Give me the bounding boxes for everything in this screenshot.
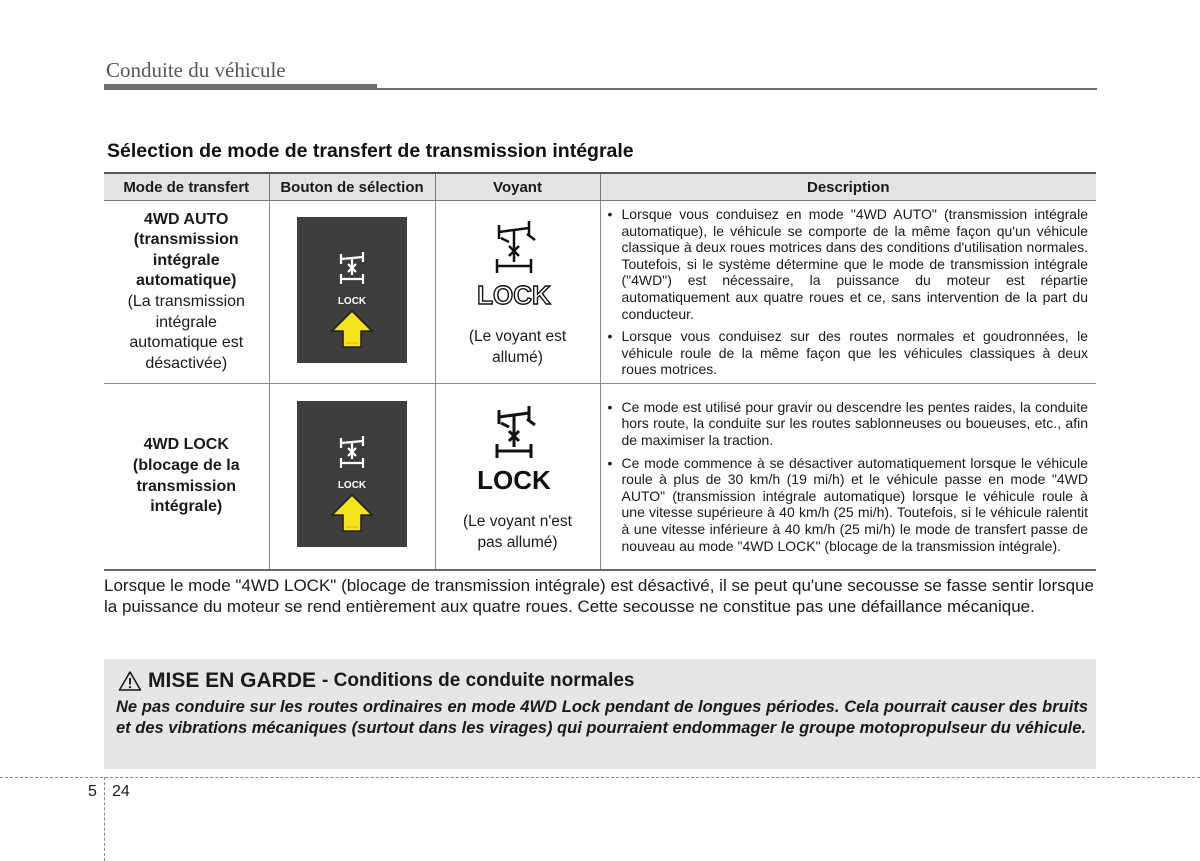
column-header-button: Bouton de sélection: [269, 173, 435, 201]
section-title: Sélection de mode de transfert de transmission intégrale: [107, 140, 634, 162]
table-header-row: [104, 173, 1096, 201]
mode-name: 4WD LOCK (blocage de la transmission intégrale): [132, 436, 240, 516]
4wd-drivetrain-icon: [341, 436, 363, 468]
header-rule: [104, 84, 377, 90]
arrow-up-icon: [332, 495, 372, 531]
footer-divider: [0, 777, 1200, 778]
mode-cell: [104, 384, 269, 571]
mode-cell: [104, 201, 269, 384]
page-number: 24: [112, 783, 130, 800]
4wd-lock-indicator-icon: [463, 216, 573, 326]
button-cell: [269, 384, 435, 571]
indicator-cell: [435, 201, 600, 384]
description-cell: [600, 384, 1096, 571]
warning-subtitle: - Conditions de conduite normales: [322, 670, 635, 691]
warning-text: Ne pas conduire sur les routes ordinaires en mode 4WD Lock pendant de longues périodes. Cela pourrait causer des bruits et des vibrations mécaniques (surtout dans les virages) qui pourraient endommager le groupe motopropulseur du véhicule.: [116, 698, 1088, 737]
button-cell: [269, 201, 435, 384]
description-item: • Lorsque vous conduisez en mode "4WD AUTO" (transmission intégrale automatique), le véhicule se comporte de la même façon qu'un véhicule classique à deux roues motrices dans des conditions d'utilisation normales. Toutefois, si le système détermine que le mode de transmission intégrale ("4WD") est nécessaire, la puissance du moteur est répartie automatiquement aux quatre roues et ce, sans intervention de la part du conducteur.: [607, 206, 1089, 322]
table-row: [104, 201, 1096, 384]
description-item: • Lorsque vous conduisez sur des routes normales et goudronnées, le véhicule roule de la même façon que les véhicules classiques à deux roues motrices.: [607, 328, 1089, 378]
chapter-number: 5: [88, 783, 97, 800]
footer-vertical-divider: [104, 777, 105, 861]
arrow-up-icon: [332, 311, 372, 347]
warning-title: MISE EN GARDE: [148, 669, 317, 692]
button-lock-label: LOCK: [337, 295, 367, 307]
column-header-description: Description: [600, 173, 1096, 201]
indicator-note: (Le voyant est allumé): [468, 328, 567, 366]
4wd-lock-button: [297, 401, 407, 547]
mode-note: (La transmission intégrale automatique est désactivée): [127, 293, 245, 372]
warning-heading: [118, 669, 635, 693]
indicator-lock-label: LOCK: [476, 280, 551, 310]
4wd-lock-button: [297, 217, 407, 363]
body-paragraph: Lorsque le mode "4WD LOCK" (blocage de transmission intégrale) est désactivé, il se peut qu'une secousse se fasse sentir lorsque la puissance du moteur se rend entièrement aux quatre roues. Cette secousse ne constitue pas une défaillance mécanique.: [104, 576, 1094, 616]
column-header-indicator: Voyant: [435, 173, 600, 201]
transfer-mode-table: [104, 172, 1096, 571]
header-rule-thin: [377, 88, 1097, 90]
mode-name: 4WD AUTO (transmission intégrale automatique): [133, 210, 239, 290]
warning-triangle-icon: [118, 670, 142, 692]
indicator-lock-label: LOCK: [476, 464, 551, 495]
indicator-cell: [435, 384, 600, 571]
description-item: • Ce mode est utilisé pour gravir ou descendre les pentes raides, la conduite hors route, la conduite sur les routes sablonneuses ou boueuses, etc., afin de maximiser la traction.: [607, 399, 1089, 449]
4wd-drivetrain-icon: [341, 252, 363, 284]
table-row: [104, 384, 1096, 571]
description-item: • Ce mode commence à se désactiver automatiquement lorsque le véhicule roule à plus de 30 km/h (19 mi/h) et le véhicule passe en mode "4WD AUTO" (transmission intégrale automatique) lorsque le véhicule roule à une vitesse supérieure à 40 km/h (25 mi/h). Toutefois, si le véhicule ralentit à une vitesse inférieure à 40 km/h (25 mi/h) le mode de transfert passe de nouveau au mode "4WD LOCK" (blocage de la transmission intégrale).: [607, 455, 1089, 555]
warning-box: [104, 659, 1096, 769]
description-cell: [600, 201, 1096, 384]
column-header-mode: Mode de transfert: [104, 173, 269, 201]
header-title: Conduite du véhicule: [106, 58, 286, 82]
button-lock-label: LOCK: [337, 480, 367, 491]
4wd-lock-indicator-icon: [463, 401, 573, 511]
indicator-note: (Le voyant n'est pas allumé): [463, 512, 572, 551]
